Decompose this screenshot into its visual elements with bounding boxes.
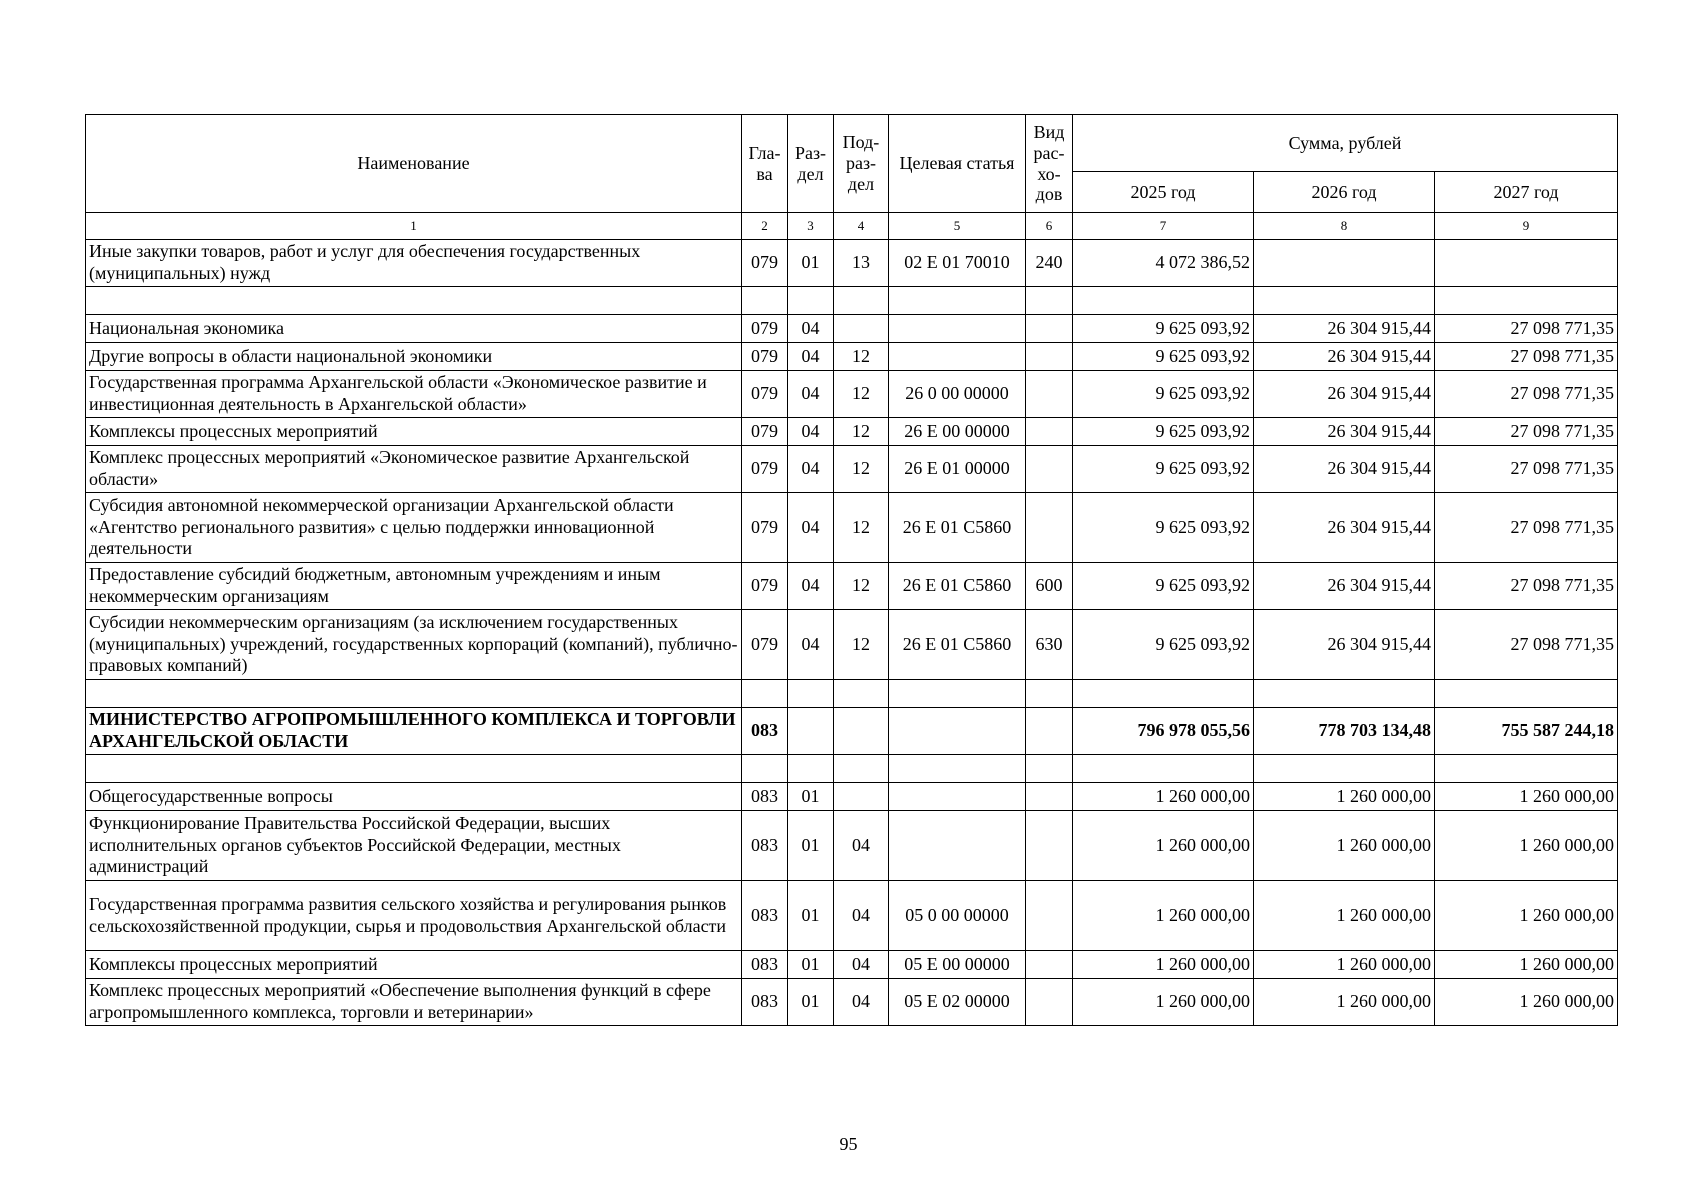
header-year-2026: 2026 год bbox=[1254, 172, 1435, 213]
cell-razdel: 04 bbox=[788, 446, 834, 493]
cell-podrazdel: 04 bbox=[834, 979, 889, 1026]
header-summa: Сумма, рублей bbox=[1073, 115, 1618, 172]
cell-celevaya-statya: 26 Е 01 С5860 bbox=[889, 493, 1026, 563]
header-celevaya-statya: Целевая статья bbox=[889, 115, 1026, 213]
cell-amount-2025: 9 625 093,92 bbox=[1073, 371, 1254, 418]
cell-amount-2026: 26 304 915,44 bbox=[1254, 371, 1435, 418]
cell-amount-2025: 9 625 093,92 bbox=[1073, 493, 1254, 563]
cell-glava: 079 bbox=[742, 371, 788, 418]
cell-podrazdel: 12 bbox=[834, 343, 889, 371]
cell-celevaya-statya: 26 Е 01 С5860 bbox=[889, 610, 1026, 680]
cell-amount-2026 bbox=[1254, 240, 1435, 287]
cell-glava: 079 bbox=[742, 446, 788, 493]
cell-vid-rashodov: 240 bbox=[1026, 240, 1073, 287]
cell-razdel: 04 bbox=[788, 610, 834, 680]
column-number: 4 bbox=[834, 213, 889, 240]
cell-amount-2026: 778 703 134,48 bbox=[1254, 708, 1435, 755]
cell-vid-rashodov bbox=[1026, 315, 1073, 343]
cell-razdel: 04 bbox=[788, 493, 834, 563]
cell-podrazdel bbox=[834, 315, 889, 343]
cell-amount-2026: 1 260 000,00 bbox=[1254, 783, 1435, 811]
cell-vid-rashodov: 600 bbox=[1026, 563, 1073, 610]
cell-podrazdel: 12 bbox=[834, 563, 889, 610]
cell-name: Субсидия автономной некоммерческой организации Архангельской области «Агентство регионального развития» с целью поддержки инновационной деятельности bbox=[86, 493, 742, 563]
cell-razdel: 01 bbox=[788, 881, 834, 951]
cell-razdel: 04 bbox=[788, 563, 834, 610]
table-row bbox=[86, 979, 1618, 1026]
column-number: 9 bbox=[1435, 213, 1618, 240]
table-row bbox=[86, 240, 1618, 287]
cell-razdel bbox=[788, 680, 834, 708]
cell-amount-2027: 1 260 000,00 bbox=[1435, 979, 1618, 1026]
column-number: 8 bbox=[1254, 213, 1435, 240]
cell-name: Комплексы процессных мероприятий bbox=[86, 418, 742, 446]
cell-razdel: 01 bbox=[788, 951, 834, 979]
cell-amount-2027: 1 260 000,00 bbox=[1435, 783, 1618, 811]
cell-amount-2025: 1 260 000,00 bbox=[1073, 881, 1254, 951]
cell-podrazdel bbox=[834, 680, 889, 708]
header-year-2027: 2027 год bbox=[1435, 172, 1618, 213]
cell-amount-2026: 26 304 915,44 bbox=[1254, 315, 1435, 343]
cell-amount-2027: 27 098 771,35 bbox=[1435, 371, 1618, 418]
cell-podrazdel bbox=[834, 783, 889, 811]
cell-glava: 083 bbox=[742, 783, 788, 811]
cell-glava: 079 bbox=[742, 418, 788, 446]
cell-amount-2027: 27 098 771,35 bbox=[1435, 493, 1618, 563]
cell-celevaya-statya bbox=[889, 783, 1026, 811]
cell-celevaya-statya: 02 Е 01 70010 bbox=[889, 240, 1026, 287]
cell-vid-rashodov bbox=[1026, 881, 1073, 951]
cell-amount-2025: 9 625 093,92 bbox=[1073, 315, 1254, 343]
cell-podrazdel: 12 bbox=[834, 446, 889, 493]
cell-glava: 079 bbox=[742, 343, 788, 371]
cell-name: Комплекс процессных мероприятий «Обеспечение выполнения функций в сфере агропромышленного комплекса, торговли и ветеринарии» bbox=[86, 979, 742, 1026]
cell-name: МИНИСТЕРСТВО АГРОПРОМЫШЛЕННОГО КОМПЛЕКСА И ТОРГОВЛИ АРХАНГЕЛЬСКОЙ ОБЛАСТИ bbox=[86, 708, 742, 755]
cell-amount-2025 bbox=[1073, 755, 1254, 783]
cell-glava: 079 bbox=[742, 493, 788, 563]
cell-glava: 083 bbox=[742, 811, 788, 881]
cell-amount-2026: 26 304 915,44 bbox=[1254, 563, 1435, 610]
cell-celevaya-statya bbox=[889, 755, 1026, 783]
cell-celevaya-statya: 26 Е 00 00000 bbox=[889, 418, 1026, 446]
cell-glava: 083 bbox=[742, 951, 788, 979]
cell-amount-2026: 26 304 915,44 bbox=[1254, 610, 1435, 680]
cell-razdel: 01 bbox=[788, 240, 834, 287]
cell-amount-2025: 4 072 386,52 bbox=[1073, 240, 1254, 287]
cell-amount-2025: 9 625 093,92 bbox=[1073, 563, 1254, 610]
table-row bbox=[86, 493, 1618, 563]
cell-razdel: 04 bbox=[788, 315, 834, 343]
cell-glava bbox=[742, 680, 788, 708]
cell-amount-2026: 26 304 915,44 bbox=[1254, 343, 1435, 371]
column-number: 3 bbox=[788, 213, 834, 240]
cell-glava: 079 bbox=[742, 563, 788, 610]
cell-celevaya-statya: 05 0 00 00000 bbox=[889, 881, 1026, 951]
cell-celevaya-statya bbox=[889, 680, 1026, 708]
cell-podrazdel: 12 bbox=[834, 371, 889, 418]
cell-amount-2027: 27 098 771,35 bbox=[1435, 343, 1618, 371]
cell-celevaya-statya: 05 Е 02 00000 bbox=[889, 979, 1026, 1026]
column-number-row bbox=[86, 213, 1618, 240]
cell-name: Субсидии некоммерческим организациям (за исключением государственных (муниципальных) учреждений, государственных корпораций (компаний), публично-правовых компаний) bbox=[86, 610, 742, 680]
cell-amount-2025: 1 260 000,00 bbox=[1073, 951, 1254, 979]
header-vid-rashodov: Вид рас-хо-дов bbox=[1026, 115, 1073, 213]
cell-amount-2027 bbox=[1435, 680, 1618, 708]
cell-amount-2026: 1 260 000,00 bbox=[1254, 951, 1435, 979]
cell-podrazdel: 13 bbox=[834, 240, 889, 287]
cell-name: Иные закупки товаров, работ и услуг для обеспечения государственных (муниципальных) нужд bbox=[86, 240, 742, 287]
table-row bbox=[86, 563, 1618, 610]
cell-name: Комплексы процессных мероприятий bbox=[86, 951, 742, 979]
cell-vid-rashodov bbox=[1026, 287, 1073, 315]
cell-amount-2026 bbox=[1254, 287, 1435, 315]
cell-amount-2025: 1 260 000,00 bbox=[1073, 979, 1254, 1026]
cell-amount-2025: 1 260 000,00 bbox=[1073, 783, 1254, 811]
column-number: 2 bbox=[742, 213, 788, 240]
cell-vid-rashodov bbox=[1026, 371, 1073, 418]
cell-amount-2027: 1 260 000,00 bbox=[1435, 951, 1618, 979]
cell-celevaya-statya: 26 Е 01 00000 bbox=[889, 446, 1026, 493]
cell-amount-2027: 1 260 000,00 bbox=[1435, 811, 1618, 881]
cell-amount-2026: 1 260 000,00 bbox=[1254, 881, 1435, 951]
cell-vid-rashodov bbox=[1026, 979, 1073, 1026]
cell-name: Комплекс процессных мероприятий «Экономическое развитие Архангельской области» bbox=[86, 446, 742, 493]
cell-razdel bbox=[788, 755, 834, 783]
cell-podrazdel bbox=[834, 708, 889, 755]
cell-name: Государственная программа развития сельского хозяйства и регулирования рынков сельскохозяйственной продукции, сырья и продовольствия Архангельской области bbox=[86, 881, 742, 951]
cell-amount-2027: 27 098 771,35 bbox=[1435, 446, 1618, 493]
cell-amount-2025: 9 625 093,92 bbox=[1073, 418, 1254, 446]
cell-amount-2027: 1 260 000,00 bbox=[1435, 881, 1618, 951]
cell-celevaya-statya bbox=[889, 811, 1026, 881]
spacer-row bbox=[86, 287, 1618, 315]
cell-podrazdel: 04 bbox=[834, 811, 889, 881]
cell-name: Предоставление субсидий бюджетным, автономным учреждениям и иным некоммерческим организациям bbox=[86, 563, 742, 610]
budget-table bbox=[85, 114, 1618, 1026]
cell-razdel bbox=[788, 708, 834, 755]
cell-vid-rashodov bbox=[1026, 811, 1073, 881]
table-row bbox=[86, 418, 1618, 446]
cell-amount-2027 bbox=[1435, 755, 1618, 783]
cell-razdel: 01 bbox=[788, 811, 834, 881]
cell-podrazdel bbox=[834, 755, 889, 783]
cell-amount-2026 bbox=[1254, 680, 1435, 708]
cell-name: Национальная экономика bbox=[86, 315, 742, 343]
column-number: 5 bbox=[889, 213, 1026, 240]
table-row bbox=[86, 343, 1618, 371]
cell-vid-rashodov bbox=[1026, 680, 1073, 708]
cell-amount-2026: 26 304 915,44 bbox=[1254, 418, 1435, 446]
table-row bbox=[86, 371, 1618, 418]
cell-name: Общегосударственные вопросы bbox=[86, 783, 742, 811]
column-number: 7 bbox=[1073, 213, 1254, 240]
cell-celevaya-statya bbox=[889, 343, 1026, 371]
cell-amount-2027: 27 098 771,35 bbox=[1435, 610, 1618, 680]
cell-amount-2025: 9 625 093,92 bbox=[1073, 610, 1254, 680]
cell-glava: 083 bbox=[742, 881, 788, 951]
cell-name bbox=[86, 287, 742, 315]
cell-celevaya-statya bbox=[889, 708, 1026, 755]
cell-amount-2025 bbox=[1073, 287, 1254, 315]
cell-glava: 083 bbox=[742, 979, 788, 1026]
cell-celevaya-statya: 26 0 00 00000 bbox=[889, 371, 1026, 418]
cell-amount-2025 bbox=[1073, 680, 1254, 708]
cell-razdel bbox=[788, 287, 834, 315]
column-number: 6 bbox=[1026, 213, 1073, 240]
cell-vid-rashodov bbox=[1026, 783, 1073, 811]
cell-podrazdel: 12 bbox=[834, 610, 889, 680]
cell-name bbox=[86, 755, 742, 783]
cell-name: Другие вопросы в области национальной экономики bbox=[86, 343, 742, 371]
header-glava: Гла-ва bbox=[742, 115, 788, 213]
cell-amount-2027 bbox=[1435, 287, 1618, 315]
cell-vid-rashodov bbox=[1026, 951, 1073, 979]
cell-podrazdel bbox=[834, 287, 889, 315]
header-year-2025: 2025 год bbox=[1073, 172, 1254, 213]
cell-vid-rashodov bbox=[1026, 755, 1073, 783]
cell-celevaya-statya bbox=[889, 287, 1026, 315]
ministry-row bbox=[86, 708, 1618, 755]
cell-vid-rashodov bbox=[1026, 343, 1073, 371]
cell-amount-2026 bbox=[1254, 755, 1435, 783]
cell-celevaya-statya bbox=[889, 315, 1026, 343]
cell-amount-2027: 27 098 771,35 bbox=[1435, 418, 1618, 446]
cell-glava: 079 bbox=[742, 315, 788, 343]
cell-amount-2026: 26 304 915,44 bbox=[1254, 493, 1435, 563]
cell-amount-2025: 796 978 055,56 bbox=[1073, 708, 1254, 755]
cell-razdel: 04 bbox=[788, 418, 834, 446]
column-number: 1 bbox=[86, 213, 742, 240]
cell-amount-2027: 27 098 771,35 bbox=[1435, 315, 1618, 343]
cell-razdel: 01 bbox=[788, 783, 834, 811]
cell-glava: 079 bbox=[742, 240, 788, 287]
cell-vid-rashodov bbox=[1026, 493, 1073, 563]
cell-amount-2025: 1 260 000,00 bbox=[1073, 811, 1254, 881]
cell-amount-2026: 26 304 915,44 bbox=[1254, 446, 1435, 493]
cell-name: Функционирование Правительства Российской Федерации, высших исполнительных органов субъектов Российской Федерации, местных администраций bbox=[86, 811, 742, 881]
table-row bbox=[86, 610, 1618, 680]
cell-podrazdel: 04 bbox=[834, 951, 889, 979]
table-body bbox=[86, 213, 1618, 1026]
table-row bbox=[86, 811, 1618, 881]
cell-vid-rashodov bbox=[1026, 708, 1073, 755]
header-razdel: Раз-дел bbox=[788, 115, 834, 213]
cell-amount-2025: 9 625 093,92 bbox=[1073, 446, 1254, 493]
table-row bbox=[86, 881, 1618, 951]
cell-amount-2025: 9 625 093,92 bbox=[1073, 343, 1254, 371]
cell-glava bbox=[742, 755, 788, 783]
cell-vid-rashodov bbox=[1026, 446, 1073, 493]
table-row bbox=[86, 951, 1618, 979]
cell-celevaya-statya: 05 Е 00 00000 bbox=[889, 951, 1026, 979]
cell-vid-rashodov bbox=[1026, 418, 1073, 446]
cell-amount-2027: 755 587 244,18 bbox=[1435, 708, 1618, 755]
cell-podrazdel: 04 bbox=[834, 881, 889, 951]
cell-glava: 079 bbox=[742, 610, 788, 680]
page-number: 95 bbox=[839, 1134, 858, 1154]
cell-razdel: 01 bbox=[788, 979, 834, 1026]
header-podrazdel: Под-раз-дел bbox=[834, 115, 889, 213]
spacer-row bbox=[86, 680, 1618, 708]
cell-name: Государственная программа Архангельской области «Экономическое развитие и инвестиционная деятельность в Архангельской области» bbox=[86, 371, 742, 418]
cell-podrazdel: 12 bbox=[834, 418, 889, 446]
cell-amount-2026: 1 260 000,00 bbox=[1254, 811, 1435, 881]
table-row bbox=[86, 446, 1618, 493]
cell-celevaya-statya: 26 Е 01 С5860 bbox=[889, 563, 1026, 610]
cell-glava bbox=[742, 287, 788, 315]
cell-name bbox=[86, 680, 742, 708]
cell-glava: 083 bbox=[742, 708, 788, 755]
table-row bbox=[86, 783, 1618, 811]
table-row bbox=[86, 315, 1618, 343]
header-name: Наименование bbox=[86, 115, 742, 213]
cell-amount-2027: 27 098 771,35 bbox=[1435, 563, 1618, 610]
cell-amount-2026: 1 260 000,00 bbox=[1254, 979, 1435, 1026]
cell-amount-2027 bbox=[1435, 240, 1618, 287]
cell-podrazdel: 12 bbox=[834, 493, 889, 563]
spacer-row bbox=[86, 755, 1618, 783]
cell-razdel: 04 bbox=[788, 371, 834, 418]
cell-razdel: 04 bbox=[788, 343, 834, 371]
cell-vid-rashodov: 630 bbox=[1026, 610, 1073, 680]
